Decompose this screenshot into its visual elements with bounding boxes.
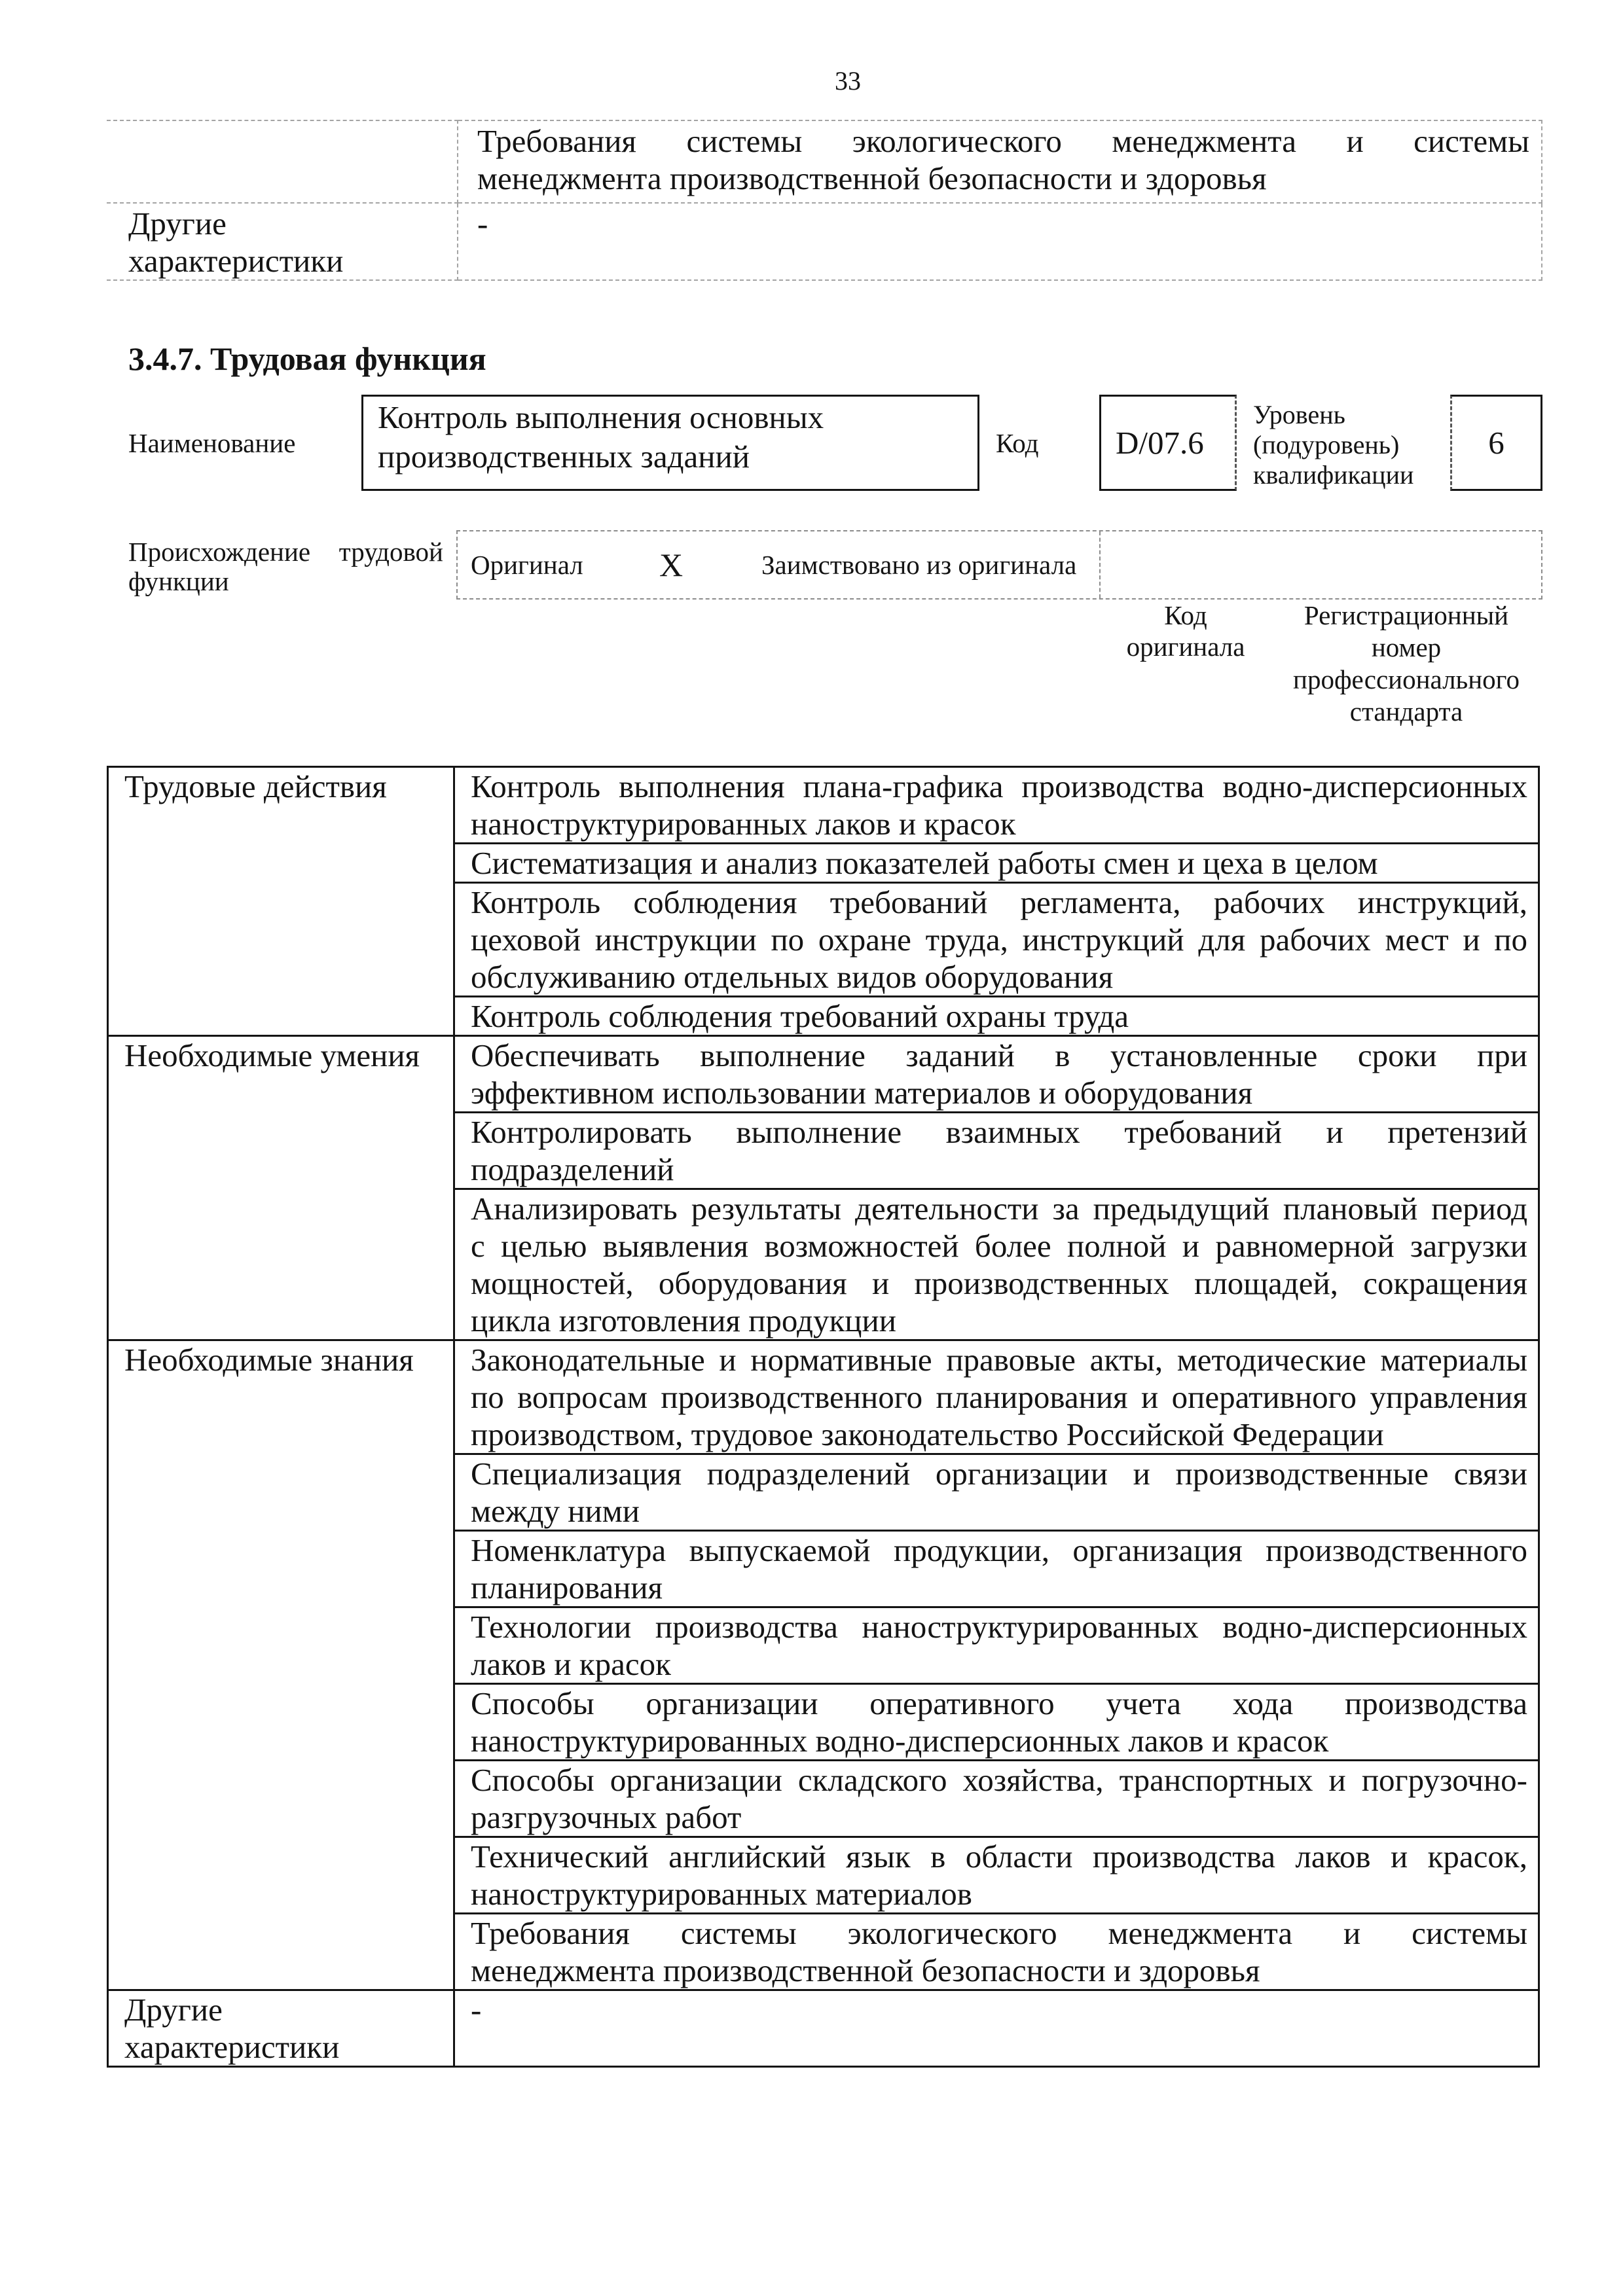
cell-text-line: между ними (471, 1493, 640, 1529)
table-row (107, 203, 1542, 280)
cell-text-line: подразделений (471, 1151, 674, 1187)
original-mark: X (659, 547, 684, 583)
cell-text-line: менеджмента производственной безопасности и здоровья (471, 1952, 1260, 1988)
cell-text-line: эффективном использовании материалов и оборудования (471, 1075, 1253, 1111)
table-cell (454, 1607, 1539, 1684)
other-label-line: характеристики (128, 243, 344, 279)
table-row (108, 1990, 1539, 2067)
cell-text-line: Анализировать результаты деятельности за предыдущий плановый период (471, 1191, 1527, 1227)
divider (1099, 531, 1101, 598)
other-value-cell (458, 203, 1542, 280)
table-row (108, 1036, 1539, 1113)
section-label: Необходимые умения (124, 1037, 420, 1073)
origin-label-line: Происхождение трудовой (128, 537, 443, 567)
table-row (108, 767, 1539, 844)
cell-text-line: Способы организации складского хозяйства, транспортных и погрузочно- (471, 1762, 1527, 1798)
table-row (107, 120, 1542, 203)
cell-text-line: по вопросам производственного планирования и оперативного управления (471, 1379, 1527, 1415)
cell-text-line: наноструктурированных материалов (471, 1876, 972, 1912)
borrowed-label: Заимствовано из оригинала (761, 550, 1077, 580)
cell-text-line: мощностей, оборудования и производственных площадей, сокращения (471, 1265, 1527, 1301)
caption-line: номер (1371, 632, 1442, 662)
caption-line: оригинала (1126, 632, 1245, 662)
other-label-cell (108, 1990, 454, 2067)
level-label (1253, 400, 1413, 490)
cell-text-line: разгрузочных работ (471, 1799, 742, 1835)
cell-text-line: Обеспечивать выполнение заданий в установленные сроки при (471, 1037, 1527, 1073)
level-value-box (1450, 395, 1542, 491)
other-value: - (477, 206, 488, 242)
section-label: Трудовые действия (124, 768, 387, 804)
level-value: 6 (1488, 425, 1504, 461)
labor-function-table (107, 766, 1540, 2068)
code-value: D/07.6 (1116, 425, 1204, 461)
table-cell (454, 1454, 1539, 1531)
table-cell (454, 1036, 1539, 1113)
name-label: Наименование (128, 428, 296, 458)
code-original-caption (1113, 600, 1258, 662)
caption-line: профессионального (1293, 664, 1520, 694)
cell-text-line: лаков и красок (471, 1646, 671, 1682)
cell-text-line: Специализация подразделений организации и производственные связи (471, 1456, 1527, 1492)
name-value-line: производственных заданий (378, 439, 750, 475)
reg-number-caption (1277, 600, 1536, 728)
other-label-cell (107, 203, 458, 280)
origin-label (128, 537, 443, 596)
name-value-box (361, 395, 979, 491)
table-cell (454, 1837, 1539, 1914)
caption-line: стандарта (1349, 696, 1463, 726)
section-label-cell (108, 1036, 454, 1340)
name-value-line: Контроль выполнения основных (378, 399, 824, 435)
caption-line: Регистрационный (1304, 600, 1509, 630)
section-label-cell (108, 767, 454, 1036)
other-label-line: характеристики (124, 2029, 340, 2065)
cell-text-line: Контроль соблюдения требований регламента, рабочих инструкций, (471, 884, 1527, 920)
cell-text-line: планирования (471, 1570, 663, 1605)
cell-text-line: Способы организации оперативного учета хода производства (471, 1685, 1527, 1721)
cell-text-line: цеховой инструкции по охране труда, инструкций для рабочих мест и по (471, 922, 1527, 958)
table-cell (454, 1189, 1539, 1340)
table-cell (454, 883, 1539, 997)
cell-text-line: Требования системы экологического менеджмента и системы (477, 123, 1529, 159)
cell-text-line: Номенклатура выпускаемой продукции, организация производственного (471, 1532, 1527, 1568)
other-value: - (471, 1992, 482, 2028)
code-label: Код (996, 428, 1039, 458)
continued-table (107, 120, 1542, 281)
level-label-line: квалификации (1253, 460, 1414, 490)
caption-line: Код (1164, 600, 1207, 630)
cell-text-line: Технологии производства наноструктурированных водно-дисперсионных (471, 1609, 1527, 1645)
table-cell (454, 1684, 1539, 1761)
cell-text-line: цикла изготовления продукции (471, 1302, 896, 1338)
code-value-box (1099, 395, 1237, 491)
other-label-line: Другие (128, 206, 227, 242)
table-cell (454, 1113, 1539, 1189)
original-label: Оригинал (471, 550, 583, 580)
cell-text-line: Систематизация и анализ показателей работы смен и цеха в целом (471, 845, 1378, 881)
level-label-line: Уровень (1253, 400, 1345, 429)
section-label-cell (108, 1340, 454, 1990)
cell-text-line: производством, трудовое законодательство Российской Федерации (471, 1416, 1384, 1452)
table-cell (454, 997, 1539, 1036)
other-value-cell (454, 1990, 1539, 2067)
cell-text-line: обслуживанию отдельных видов оборудования (471, 959, 1114, 995)
cell-text-line: Контроль соблюдения требований охраны труда (471, 998, 1129, 1034)
origin-box (456, 530, 1542, 600)
cell-text-line: наноструктурированных водно-дисперсионных лаков и красок (471, 1723, 1329, 1759)
cell-text-line: Технический английский язык в области производства лаков и красок, (471, 1839, 1527, 1874)
table-cell (454, 1761, 1539, 1837)
other-label-line: Другие (124, 1992, 223, 2028)
table-row (108, 1340, 1539, 1454)
table-cell (454, 1340, 1539, 1454)
table-cell (454, 767, 1539, 844)
table-cell (454, 844, 1539, 883)
table-cell (454, 1531, 1539, 1607)
cell-text-line: с целью выявления возможностей более полной и равномерной загрузки (471, 1228, 1527, 1264)
cell-text-line: Требования системы экологического менеджмента и системы (471, 1915, 1527, 1951)
level-label-line: (подуровень) (1253, 430, 1400, 459)
section-label: Необходимые знания (124, 1342, 414, 1378)
page-number: 33 (835, 66, 861, 96)
table-cell (458, 120, 1542, 203)
cell-text-line: Законодательные и нормативные правовые акты, методические материалы (471, 1342, 1527, 1378)
cell-text-line: Контролировать выполнение взаимных требований и претензий (471, 1114, 1527, 1150)
cell-text-line: менеджмента производственной безопасности и здоровья (477, 160, 1267, 196)
function-heading: 3.4.7. Трудовая функция (128, 340, 486, 377)
cell-text-line: наноструктурированных лаков и красок (471, 806, 1016, 842)
origin-label-line: функции (128, 566, 229, 596)
table-cell (107, 120, 458, 203)
cell-text-line: Контроль выполнения плана-графика производства водно-дисперсионных (471, 768, 1527, 804)
table-cell (454, 1914, 1539, 1990)
